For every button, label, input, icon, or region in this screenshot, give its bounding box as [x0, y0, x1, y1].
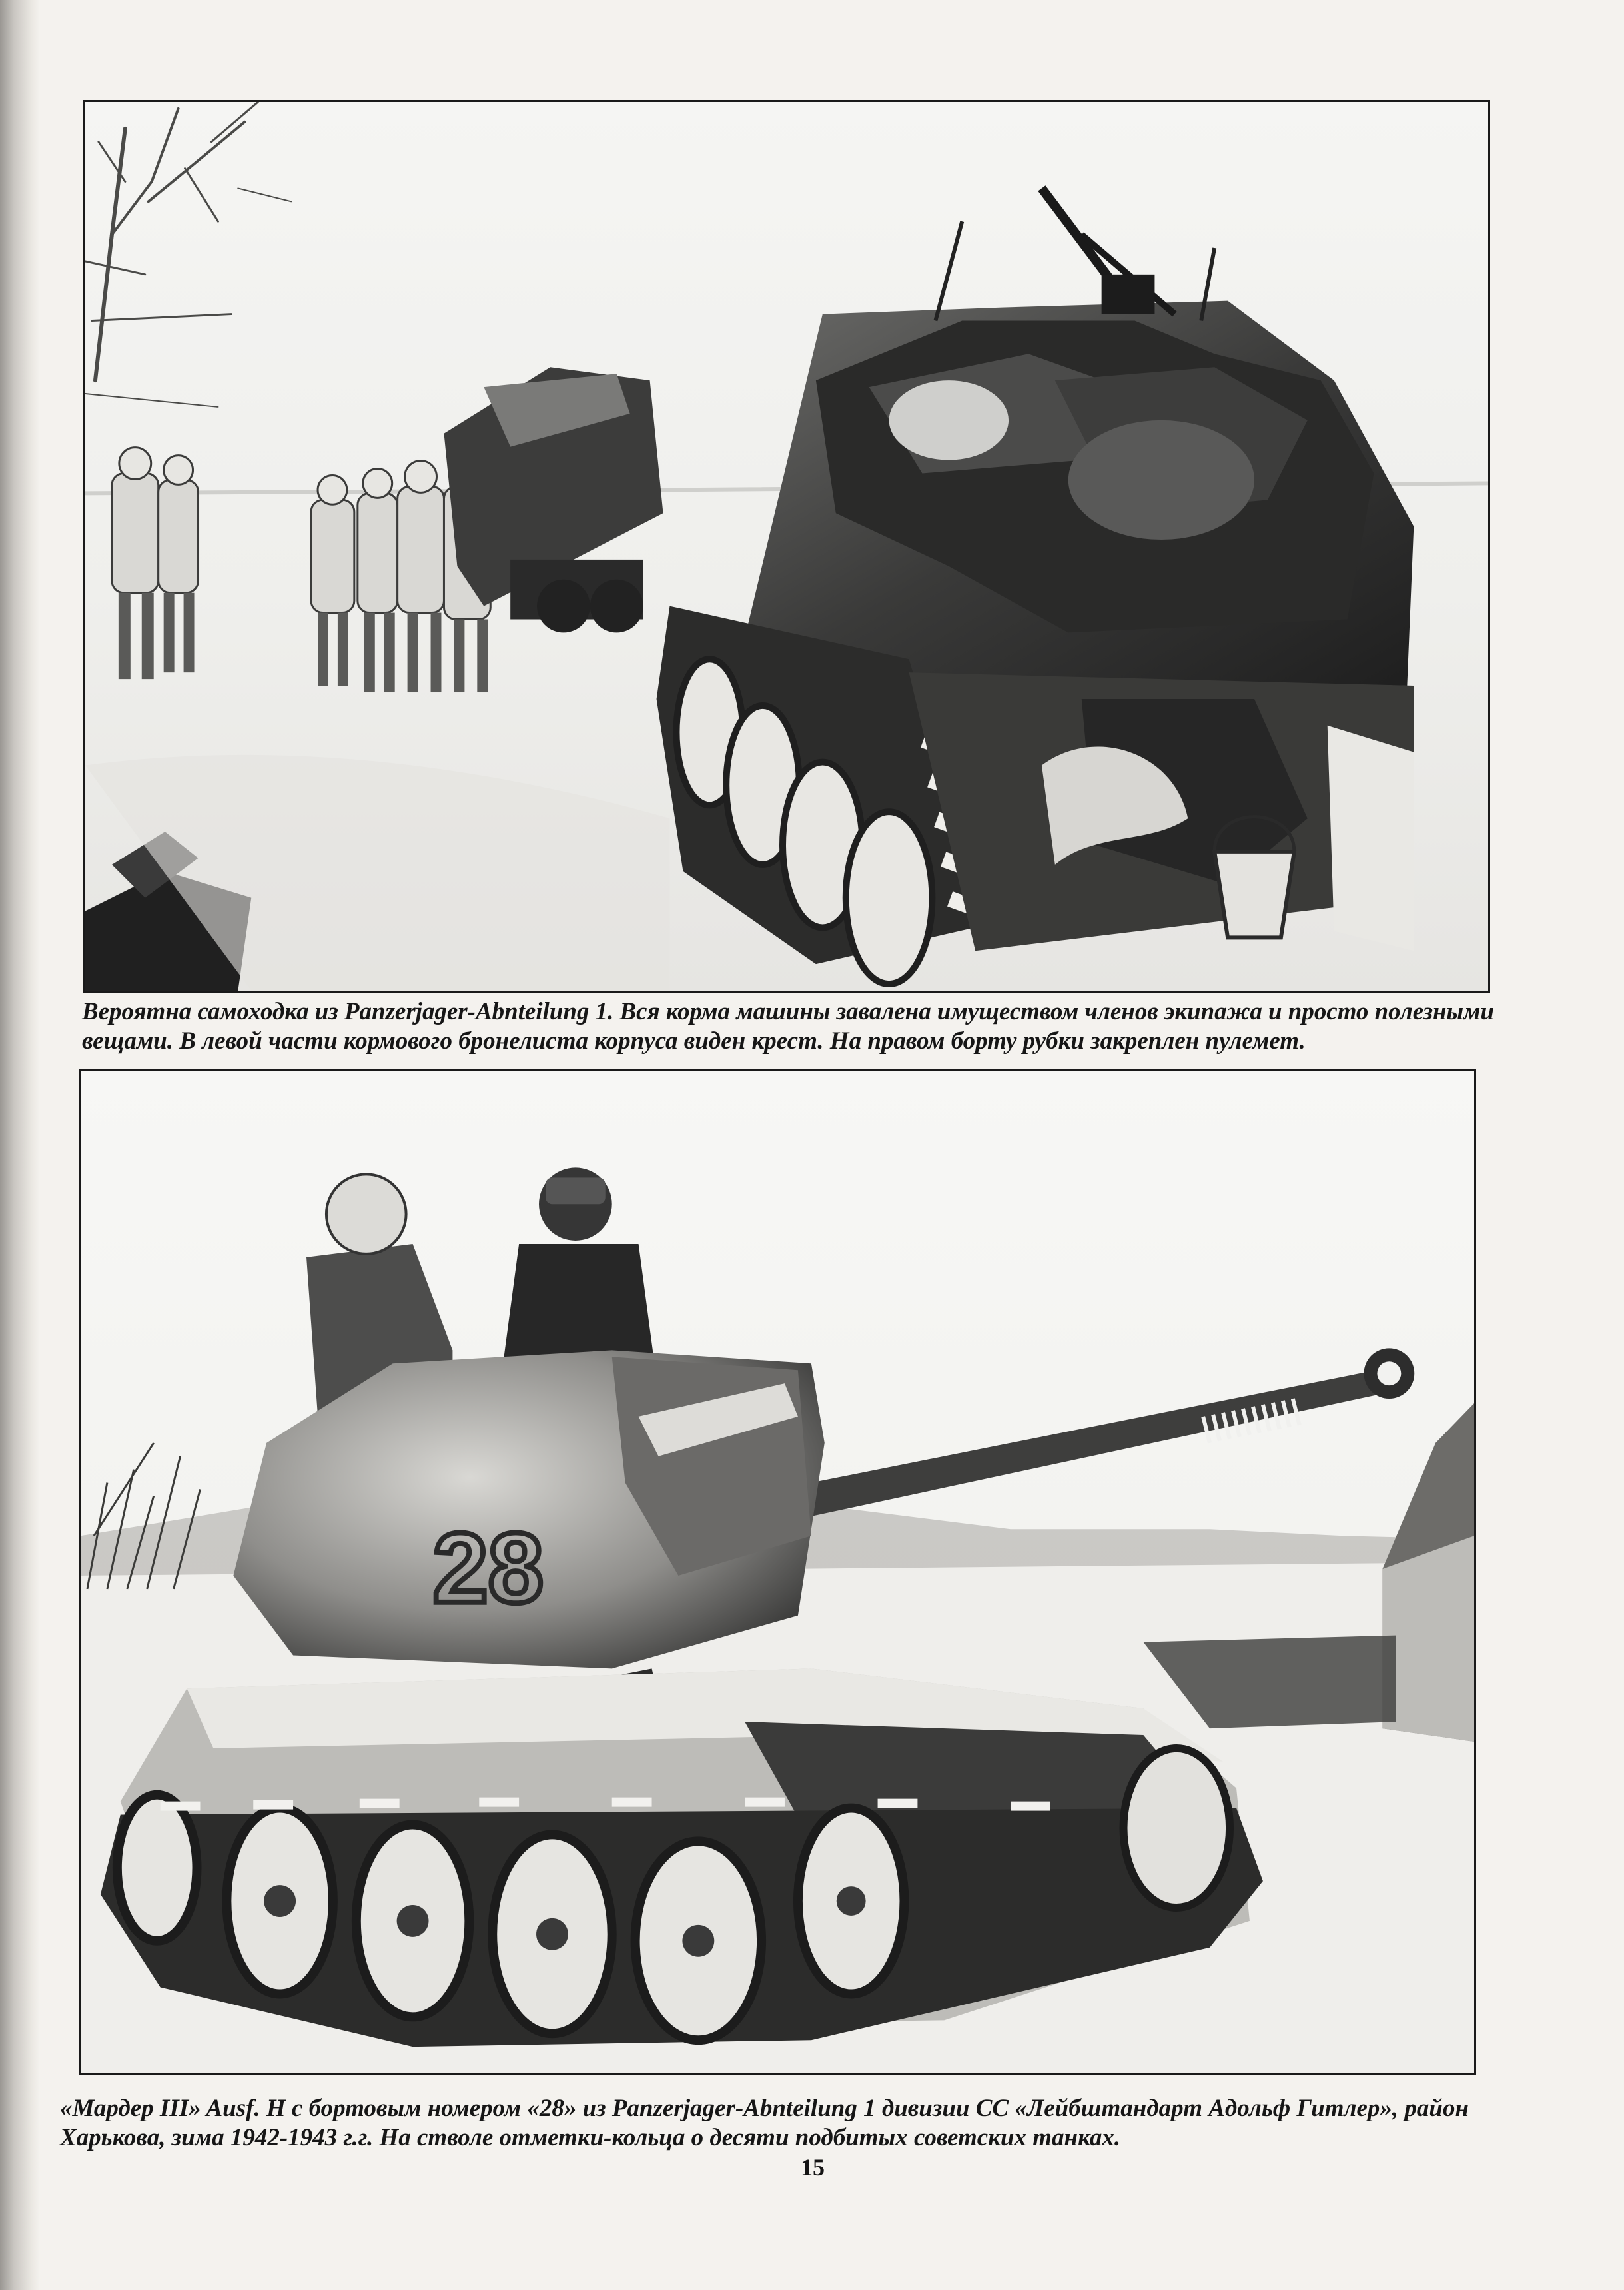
caption-line: Вероятна самоходка из Panzerjager-Abnteilung 1. Вся корма машины завалена имуществом членов экипажа и просто полезными — [82, 998, 1494, 1025]
caption-line: «Мардер III» Ausf. H с бортовым номером «28» из Panzerjager-Abnteilung 1 дивизии СС «Лейбштандарт Адольф Гитлер», район — [60, 2095, 1469, 2122]
photo-2-caption — [60, 2094, 1492, 2153]
hull-number-28: 28 — [432, 1512, 544, 1624]
photo-1-illustration — [85, 102, 1488, 991]
caption-line: вещами. В левой части кормового бронелиста корпуса виден крест. На правом борту рубки закреплен пулемет. — [82, 1027, 1306, 1055]
caption-line: Харькова, зима 1942-1943 г.г. На стволе отметки-кольца о десяти подбитых советских танках. — [60, 2124, 1121, 2151]
page-binding-shadow — [0, 0, 40, 2290]
photo-2-illustration — [81, 1071, 1474, 2073]
photo-marder-number-28 — [79, 1069, 1476, 2075]
photo-1-caption — [82, 997, 1494, 1056]
photo-marder-rear-view — [83, 100, 1490, 993]
page-number: 15 — [801, 2154, 825, 2181]
